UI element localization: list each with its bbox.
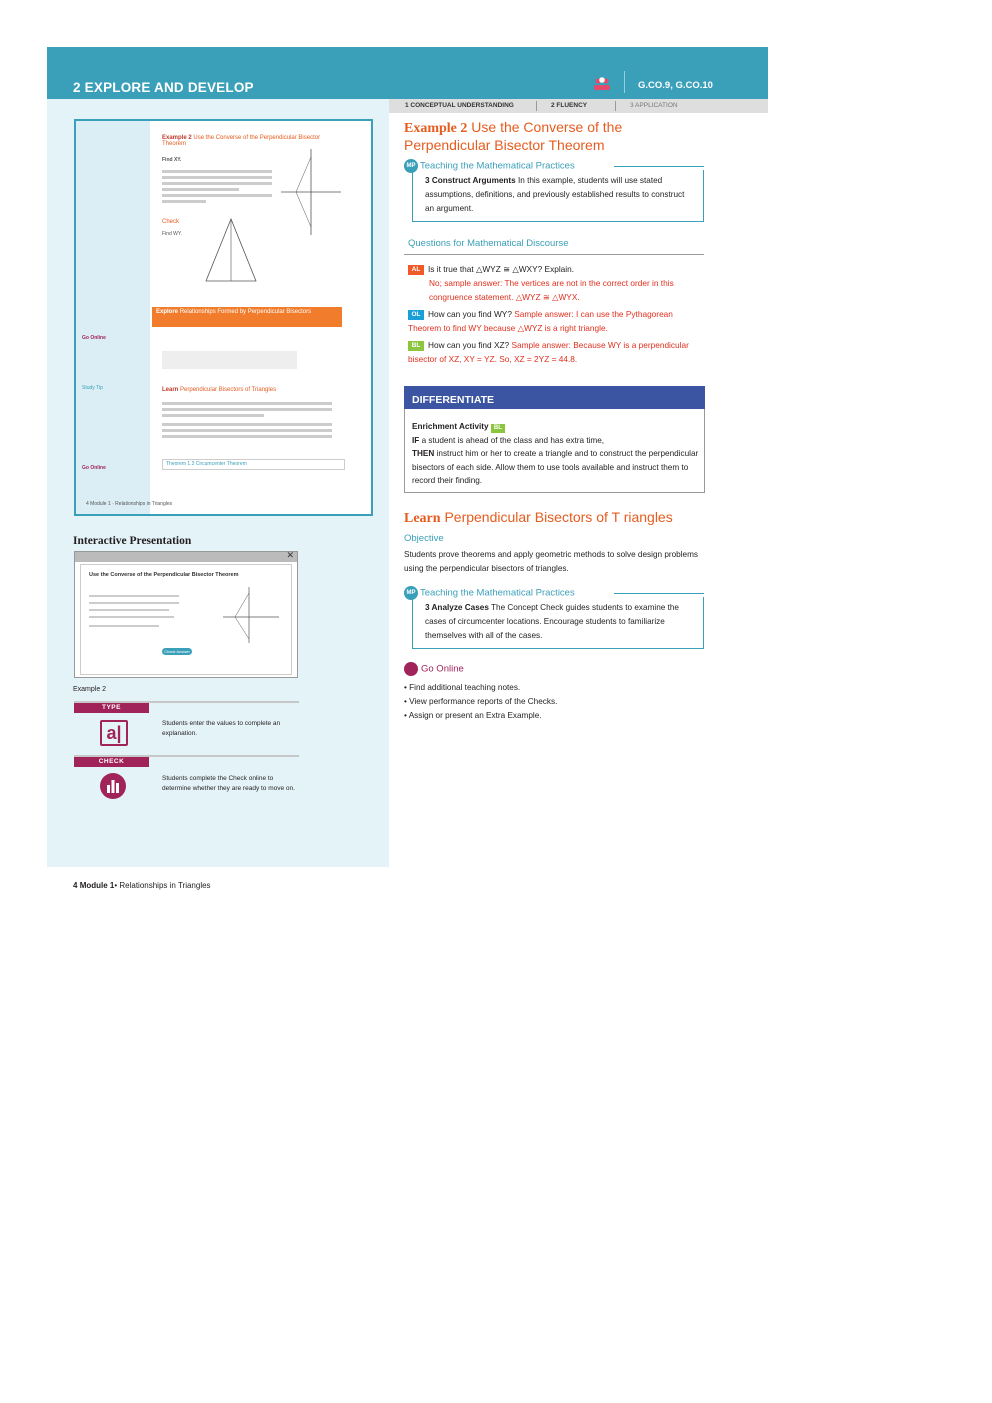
slide-content: [80, 564, 292, 675]
type-description: Students enter the values to complete an explanation.: [162, 720, 281, 737]
section-title: 2 EXPLORE AND DEVELOP: [73, 80, 254, 95]
enrichment-label: Enrichment Activity: [412, 422, 489, 431]
mp-box-2: 3 Analyze Cases The Concept Check guides students to examine the cases of circumcenter locations. Encourage students to familiarize themselves with all of the cases.: [412, 597, 704, 649]
bl-badge: BL: [491, 424, 505, 433]
bl-badge: BL: [408, 341, 424, 351]
type-icon: a|: [100, 720, 128, 746]
slide-caption: Example 2: [73, 686, 107, 693]
slide-title: Use the Converse of the Perpendicular Bisector Theorem: [89, 572, 239, 578]
mp-rule: [614, 593, 704, 594]
objective-title: Objective: [404, 533, 444, 544]
discourse-question-ol: OL How can you find WY? Sample answer: I can use the Pythagorean Theorem to find WY because △WYZ is a right triangle.: [408, 309, 673, 333]
example-heading: Example 2 Use the Converse of the Perpendicular Bisector Theorem: [404, 119, 623, 153]
go-online-item: • View performance reports of the Checks.: [404, 697, 558, 706]
discourse-question-al: AL Is it true that △WYZ ≅ △WXY? Explain. No; sample answer: The vertices are not in the correct order in this congruence statement. △WYZ ≅ △WYX.: [408, 262, 704, 304]
objective-text: Students prove theorems and apply geometric methods to solve design problems using the perpendicular bisectors of triangles.: [404, 550, 699, 573]
answer-ol: Sample answer: I can use the Pythagorean Theorem to find WY because △WYZ is a right triangle.: [408, 309, 673, 333]
thumb-find: Find XY.: [162, 157, 182, 163]
al-badge: AL: [408, 265, 424, 275]
answer-al: No; sample answer: The vertices are not in the correct order in this congruence statement. △WYZ ≅ △WYX.: [429, 278, 674, 302]
thumb-go-online-1: Go Online: [82, 335, 106, 341]
interactive-slide[interactable]: [74, 551, 298, 678]
thumb-learn-lines: [162, 399, 332, 441]
interactive-presentation-title: Interactive Presentation: [73, 535, 192, 547]
tab-separator: [536, 101, 537, 111]
thumb-page-footer: 4 Module 1 · Relationships in Triangles: [86, 501, 173, 507]
page-footer: [73, 881, 211, 890]
thumb-example-title: Example 2 Use the Converse of the Perpendicular Bisector Theorem: [162, 135, 321, 147]
group-icon: [593, 77, 611, 91]
go-online-icon: [404, 662, 418, 676]
type-tag: TYPE: [74, 703, 149, 713]
thumb-theorem: Theorem 1.3 Circumcenter Theorem: [162, 459, 345, 470]
slide-line: [89, 616, 174, 618]
module-title: • Relationships in Triangles: [114, 881, 211, 890]
check-description: Students complete the Check online to determine whether they are ready to move on.: [162, 775, 295, 792]
slide-line: [89, 602, 179, 604]
thumb-inquiry-box: [162, 351, 297, 369]
mp-rule: [614, 166, 704, 167]
thumb-study-tip: Study Tip: [82, 385, 103, 391]
go-online-item: • Find additional teaching notes.: [404, 683, 521, 692]
tab-separator: [615, 101, 616, 111]
thumb-explore-band: Explore Relationships Formed by Perpendicular Bisectors: [152, 307, 342, 327]
page-number: 4: [73, 881, 78, 890]
thumb-go-online-2: Go Online: [82, 465, 106, 471]
check-answer-button[interactable]: Check Answer: [162, 648, 192, 655]
thumb-triangle-figure: [196, 216, 266, 286]
learn-heading: Learn Perpendicular Bisectors of T riangles: [404, 509, 673, 526]
mp-heading-2: MP Teaching the Mathematical Practices: [404, 586, 575, 600]
slide-figure: [221, 585, 281, 645]
skill-tabs: [389, 99, 768, 113]
mp-heading-1: MP Teaching the Mathematical Practices: [404, 159, 575, 173]
header-divider: [624, 71, 625, 93]
thumb-bisector-figure: [276, 147, 346, 237]
ol-badge: OL: [408, 310, 424, 320]
thumb-check: Check: [162, 219, 180, 225]
section-header: [47, 47, 768, 99]
discourse-question-bl: BL How can you find XZ? Sample answer: Because WY is a perpendicular bisector of XZ, XY = YZ. So, XZ = 2YZ = 44.8.: [408, 340, 689, 364]
tab-conceptual[interactable]: 1 CONCEPTUAL UNDERSTANDING: [405, 102, 514, 109]
answer-bl: Sample answer: Because WY is a perpendicular bisector of XZ, XY = YZ. So, XZ = 2YZ = 44.8.: [408, 340, 689, 364]
differentiate-body: Enrichment Activity BL IF a student is ahead of the class and has extra time, THEN instruct him or her to create a triangle and to construct the perpendicular bisectors of each side. Allow them to use tools available and instruct them to record their finding.: [412, 422, 699, 485]
go-online-item: • Assign or present an Extra Example.: [404, 711, 542, 720]
standards-code: G.CO.9, G.CO.10: [638, 80, 713, 91]
discourse-rule: [404, 254, 704, 255]
tab-application[interactable]: 3 APPLICATION: [630, 102, 678, 109]
thumb-learn-title: Learn Perpendicular Bisectors of Triangles: [162, 387, 277, 393]
close-icon[interactable]: ✕: [286, 550, 294, 560]
check-tag: CHECK: [74, 757, 149, 767]
slide-line: [89, 625, 159, 627]
thumbnail-sidebar: [76, 121, 150, 515]
mp-icon: MP: [404, 159, 418, 173]
slide-titlebar: [75, 552, 297, 562]
bar-chart-icon: [100, 773, 126, 799]
thumb-reasoning-lines: [162, 167, 272, 206]
discourse-title: Questions for Mathematical Discourse: [408, 238, 569, 249]
mp-box-1: 3 Construct Arguments In this example, students will use stated assumptions, definitions, and previously established results to construct an argument.: [412, 170, 704, 222]
go-online-heading[interactable]: Go Online: [404, 662, 464, 676]
student-page-thumbnail[interactable]: [74, 119, 373, 516]
module-label: Module 1: [79, 881, 115, 890]
mp-icon: MP: [404, 586, 418, 600]
slide-line: [89, 609, 169, 611]
slide-line: [89, 595, 179, 597]
differentiate-title: DIFFERENTIATE: [404, 386, 705, 409]
tab-fluency[interactable]: 2 FLUENCY: [551, 102, 588, 109]
thumb-find-wy: Find WY.: [162, 231, 182, 237]
